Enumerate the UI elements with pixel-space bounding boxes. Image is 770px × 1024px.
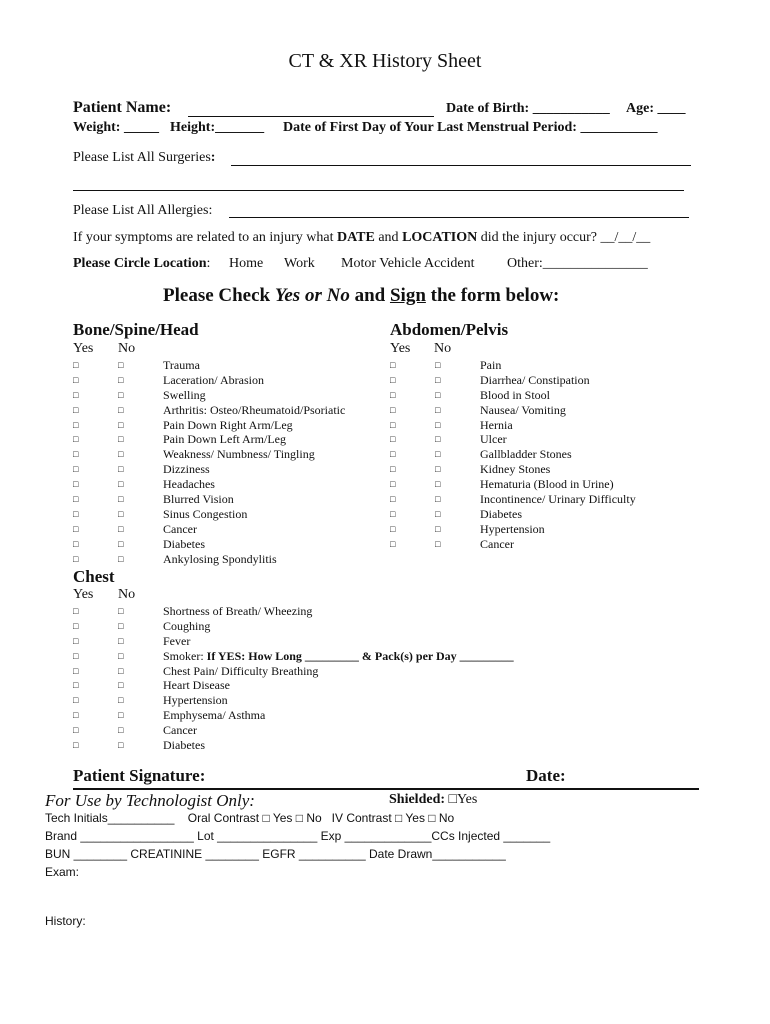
location-option-other[interactable]: Other:_______________ — [507, 256, 648, 271]
no-checkbox[interactable]: □ — [118, 419, 124, 430]
abdomen-item-label — [480, 537, 514, 552]
no-checkbox[interactable]: □ — [118, 360, 124, 370]
bone-item-text: Trauma — [163, 358, 200, 372]
bone-item-row — [73, 373, 373, 388]
bone-item-row — [73, 537, 373, 552]
no-checkbox[interactable]: □ — [118, 650, 124, 661]
check-heading-p3: the form below: — [425, 285, 560, 306]
circle-location-label — [73, 256, 210, 272]
no-checkbox[interactable]: □ — [435, 464, 441, 475]
chest-item-text: Fever — [163, 633, 191, 648]
no-checkbox[interactable]: □ — [435, 479, 441, 490]
bone-item-text: Weakness/ Numbness/ Tingling — [163, 447, 315, 462]
check-heading-yesno: Yes or No — [274, 285, 350, 306]
abdomen-item-text: Gallbladder Stones — [480, 447, 572, 462]
shielded-field — [389, 792, 477, 808]
no-checkbox[interactable]: □ — [435, 374, 441, 385]
no-checkbox[interactable]: □ — [435, 360, 441, 370]
abdomen-item-text: Cancer — [480, 536, 514, 551]
chest-item-label — [163, 604, 312, 619]
yes-checkbox[interactable]: □ — [390, 404, 396, 415]
no-checkbox[interactable]: □ — [118, 538, 124, 549]
no-checkbox[interactable]: □ — [435, 508, 441, 519]
bone-item-label — [163, 537, 205, 552]
tech-heading: For Use by Technologist Only: — [45, 791, 255, 810]
yes-checkbox[interactable]: □ — [73, 508, 79, 519]
yes-checkbox[interactable]: □ — [390, 479, 396, 490]
no-checkbox[interactable]: □ — [118, 695, 124, 706]
yes-checkbox[interactable]: □ — [73, 464, 79, 475]
no-checkbox[interactable]: □ — [118, 680, 124, 691]
abdomen-item-row — [390, 388, 690, 403]
yes-checkbox[interactable]: □ — [73, 404, 79, 415]
chest-item-label — [163, 693, 228, 708]
yes-checkbox[interactable]: □ — [390, 494, 396, 505]
chest-item-label — [163, 619, 210, 634]
chest-items-list — [73, 604, 573, 753]
abdomen-item-label — [480, 447, 572, 462]
abdomen-item-row — [390, 462, 690, 477]
yes-checkbox[interactable]: □ — [73, 360, 79, 370]
bone-item-row — [73, 403, 373, 418]
abdomen-item-label — [480, 418, 513, 433]
signature-line[interactable] — [73, 788, 699, 790]
no-checkbox[interactable]: □ — [118, 449, 124, 460]
dob-field[interactable]: Date of Birth: ___________ — [446, 101, 610, 116]
bone-item-row — [73, 358, 373, 373]
chest-item-row — [73, 604, 573, 619]
no-checkbox[interactable]: □ — [118, 434, 124, 445]
no-checkbox[interactable]: □ — [118, 665, 124, 676]
yes-checkbox[interactable]: □ — [73, 680, 79, 691]
injury-question — [73, 230, 650, 246]
abdomen-item-row — [390, 447, 690, 462]
abdomen-item-label — [480, 432, 507, 447]
yes-checkbox[interactable]: □ — [73, 389, 79, 400]
yes-checkbox[interactable]: □ — [73, 606, 79, 616]
bone-item-text: Cancer — [163, 521, 197, 536]
allergies-label: Please List All Allergies: — [73, 203, 213, 218]
no-checkbox[interactable]: □ — [118, 606, 124, 616]
yes-checkbox[interactable]: □ — [73, 740, 79, 751]
chest-item-text: Heart Disease — [163, 678, 230, 693]
bone-item-label — [163, 507, 247, 522]
bone-item-text: Swelling — [163, 387, 206, 402]
injury-q-date: DATE — [336, 230, 375, 245]
yes-checkbox[interactable]: □ — [73, 494, 79, 505]
weight-field[interactable]: Weight: _____ — [73, 120, 159, 135]
yes-checkbox[interactable]: □ — [73, 725, 79, 736]
chest-item-label — [163, 664, 318, 679]
abdomen-item-text: Diarrhea/ Constipation — [480, 372, 590, 387]
abdomen-item-text: Blood in Stool — [480, 387, 551, 402]
chest-item-text: Shortness of Breath/ Wheezing — [163, 604, 313, 618]
form-title: CT & XR History Sheet — [288, 50, 482, 72]
bone-item-text: Sinus Congestion — [163, 506, 248, 521]
no-checkbox[interactable]: □ — [118, 635, 124, 646]
chest-item-text: Smoker: — [163, 648, 207, 663]
abdomen-item-row — [390, 418, 690, 433]
check-heading — [163, 285, 559, 307]
no-checkbox[interactable]: □ — [118, 740, 124, 751]
yes-checkbox[interactable]: □ — [73, 449, 79, 460]
chest-item-text: Coughing — [163, 618, 211, 633]
abdomen-item-text: Ulcer — [480, 432, 507, 447]
bone-item-row — [73, 447, 373, 462]
surgeries-field-line2[interactable] — [73, 190, 684, 191]
abdomen-no-header: No — [434, 341, 452, 356]
bone-item-label — [163, 522, 197, 537]
abdomen-item-row — [390, 537, 690, 552]
check-heading-p1: Please Check — [163, 285, 275, 306]
bone-items-list — [73, 358, 373, 566]
yes-checkbox[interactable]: □ — [390, 360, 396, 370]
bone-yes-header: Yes — [73, 341, 94, 356]
no-checkbox[interactable]: □ — [118, 710, 124, 721]
chest-item-row — [73, 738, 573, 753]
bone-item-row — [73, 507, 373, 522]
chest-item-row — [73, 693, 573, 708]
no-checkbox[interactable]: □ — [435, 419, 441, 430]
abdomen-item-label — [480, 507, 522, 522]
no-checkbox[interactable]: □ — [118, 725, 124, 736]
chest-item-text: Hypertension — [163, 693, 228, 708]
no-checkbox[interactable]: □ — [435, 434, 441, 445]
exam-label: Exam: — [45, 865, 80, 879]
bone-item-row — [73, 388, 373, 403]
yes-checkbox[interactable]: □ — [390, 523, 396, 534]
chest-item-row — [73, 619, 573, 634]
no-checkbox[interactable]: □ — [118, 479, 124, 490]
chest-item-label — [163, 723, 197, 738]
chest-item-label — [163, 738, 205, 753]
abdomen-items-list — [390, 358, 690, 552]
chest-section-title: Chest — [73, 567, 115, 586]
yes-checkbox[interactable]: □ — [73, 710, 79, 721]
bone-item-row — [73, 418, 373, 433]
abdomen-item-label — [480, 373, 590, 388]
no-checkbox[interactable]: □ — [435, 523, 441, 534]
abdomen-item-row — [390, 477, 690, 492]
no-checkbox[interactable]: □ — [118, 404, 124, 415]
yes-checkbox[interactable]: □ — [73, 374, 79, 385]
no-checkbox[interactable]: □ — [118, 508, 124, 519]
chest-no-header: No — [118, 587, 136, 602]
chest-item-text: Emphysema/ Asthma — [163, 708, 266, 723]
yes-checkbox[interactable]: □ — [390, 419, 396, 430]
abdomen-item-text: Hematuria (Blood in Urine) — [480, 477, 614, 492]
patient-name-field[interactable] — [188, 116, 434, 117]
chest-item-label — [163, 634, 190, 649]
tech-line-labs[interactable]: BUN ________ CREATININE ________ EGFR __________ Date Drawn___________ — [45, 847, 506, 861]
abdomen-item-text: Pain — [480, 358, 502, 372]
signature-label: Patient Signature: — [73, 766, 206, 785]
height-field[interactable]: Height:_______ — [170, 120, 265, 135]
bone-item-text: Arthritis: Osteo/Rheumatoid/Psoriatic — [163, 402, 346, 417]
abdomen-item-text: Diabetes — [480, 506, 522, 521]
no-checkbox[interactable]: □ — [118, 523, 124, 534]
no-checkbox[interactable]: □ — [118, 464, 124, 475]
injury-q-and: and — [374, 230, 403, 245]
bone-item-row — [73, 477, 373, 492]
check-heading-sign: Sign — [389, 285, 426, 306]
age-field[interactable]: Age: ____ — [626, 101, 686, 116]
chest-item-row — [73, 649, 573, 664]
bone-item-row — [73, 522, 373, 537]
no-checkbox[interactable]: □ — [118, 553, 124, 564]
chest-item-row — [73, 708, 573, 723]
abdomen-item-label — [480, 462, 550, 477]
abdomen-item-text: Incontinence/ Urinary Difficulty — [480, 492, 636, 507]
injury-q-location: LOCATION — [402, 230, 478, 245]
yes-checkbox[interactable]: □ — [73, 523, 79, 534]
abdomen-item-row — [390, 358, 690, 373]
yes-checkbox[interactable]: □ — [73, 665, 79, 676]
circle-location-label-text: Please Circle Location — [73, 256, 207, 271]
abdomen-item-row — [390, 522, 690, 537]
no-checkbox[interactable]: □ — [118, 494, 124, 505]
yes-checkbox[interactable]: □ — [73, 419, 79, 430]
bone-item-label — [163, 477, 215, 492]
chest-yes-header: Yes — [73, 587, 94, 602]
bone-item-label — [163, 552, 277, 567]
yes-checkbox[interactable]: □ — [73, 434, 79, 445]
yes-checkbox[interactable]: □ — [73, 538, 79, 549]
abdomen-yes-header: Yes — [390, 341, 411, 356]
bone-item-text: Pain Down Right Arm/Leg — [163, 417, 293, 432]
abdomen-item-row — [390, 507, 690, 522]
abdomen-section-title: Abdomen/Pelvis — [390, 320, 509, 339]
yes-checkbox[interactable]: □ — [390, 434, 396, 445]
no-checkbox[interactable]: □ — [435, 389, 441, 400]
bone-item-text: Pain Down Left Arm/Leg — [163, 432, 286, 447]
abdomen-item-label — [480, 388, 550, 403]
bone-item-row — [73, 462, 373, 477]
bone-item-label — [163, 462, 210, 477]
shielded-label: Shielded: — [389, 792, 446, 807]
surgeries-label — [73, 150, 215, 166]
no-checkbox[interactable]: □ — [435, 538, 441, 549]
chest-item-label — [163, 649, 514, 664]
chest-item-text: Diabetes — [163, 738, 205, 753]
chest-item-row — [73, 664, 573, 679]
location-option-mva[interactable]: Motor Vehicle Accident — [341, 256, 475, 271]
no-checkbox[interactable]: □ — [118, 389, 124, 400]
surgeries-colon: : — [210, 150, 216, 165]
shielded-yes-checkbox[interactable]: □Yes — [448, 792, 478, 807]
yes-checkbox[interactable]: □ — [390, 374, 396, 385]
abdomen-item-label — [480, 477, 614, 492]
bone-item-label — [163, 358, 200, 373]
bone-item-text: Headaches — [163, 477, 215, 492]
surgeries-field[interactable] — [231, 165, 691, 166]
bone-item-text: Dizziness — [163, 462, 210, 477]
tech-line-initials[interactable]: Tech Initials__________ Oral Contrast □ Yes □ No IV Contrast □ Yes □ No — [45, 811, 455, 825]
abdomen-item-row — [390, 492, 690, 507]
allergies-field[interactable] — [229, 217, 689, 218]
injury-q-part2[interactable]: did the injury occur? __/__/__ — [477, 230, 651, 245]
no-checkbox[interactable]: □ — [118, 620, 124, 631]
bone-item-text: Laceration/ Abrasion — [163, 372, 264, 387]
abdomen-item-text: Kidney Stones — [480, 462, 551, 477]
signature-date-label: Date: — [526, 766, 566, 785]
chest-item-label — [163, 678, 230, 693]
bone-item-label — [163, 373, 264, 388]
yes-checkbox[interactable]: □ — [390, 464, 396, 475]
yes-checkbox[interactable]: □ — [390, 538, 396, 549]
check-heading-p2: and — [349, 285, 390, 306]
history-label: History: — [45, 914, 86, 928]
abdomen-item-label — [480, 522, 545, 537]
abdomen-item-row — [390, 373, 690, 388]
yes-checkbox[interactable]: □ — [390, 389, 396, 400]
no-checkbox[interactable]: □ — [118, 374, 124, 385]
chest-item-text: Chest Pain/ Difficulty Breathing — [163, 663, 319, 678]
no-checkbox[interactable]: □ — [435, 404, 441, 415]
chest-item-row — [73, 634, 573, 649]
bone-item-text: Diabetes — [163, 536, 205, 551]
abdomen-item-text: Hypertension — [480, 521, 545, 536]
bone-item-row — [73, 552, 373, 567]
chest-item-label — [163, 708, 265, 723]
surgeries-label-text: Please List All Surgeries — [73, 150, 211, 165]
yes-checkbox[interactable]: □ — [73, 695, 79, 706]
yes-checkbox[interactable]: □ — [73, 479, 79, 490]
yes-checkbox[interactable]: □ — [390, 449, 396, 460]
no-checkbox[interactable]: □ — [435, 494, 441, 505]
yes-checkbox[interactable]: □ — [390, 508, 396, 519]
abdomen-item-text: Hernia — [480, 417, 513, 432]
abdomen-item-row — [390, 432, 690, 447]
menstrual-date-field[interactable]: Date of First Day of Your Last Menstrual Period: ___________ — [283, 120, 658, 135]
circle-location-colon: : — [206, 256, 211, 271]
chest-item-row — [73, 678, 573, 693]
bone-item-label — [163, 388, 206, 403]
smoker-detail[interactable]: If YES: How Long _________ & Pack(s) per Day _________ — [206, 648, 514, 663]
bone-item-label — [163, 418, 293, 433]
bone-item-label — [163, 432, 286, 447]
abdomen-item-label — [480, 358, 501, 373]
patient-name-label: Patient Name: — [73, 99, 172, 116]
bone-section-title: Bone/Spine/Head — [73, 320, 199, 339]
abdomen-item-label — [480, 403, 566, 418]
tech-line-brand[interactable]: Brand _________________ Lot _______________ Exp _____________CCs Injected _______ — [45, 829, 551, 843]
no-checkbox[interactable]: □ — [435, 449, 441, 460]
location-option-home[interactable]: Home — [229, 256, 264, 271]
bone-item-label — [163, 447, 315, 462]
bone-item-row — [73, 432, 373, 447]
bone-item-text: Blurred Vision — [163, 492, 234, 507]
yes-checkbox[interactable]: □ — [73, 553, 79, 564]
bone-item-text: Ankylosing Spondylitis — [163, 551, 277, 566]
bone-item-label — [163, 492, 234, 507]
injury-q-part1: If your symptoms are related to an injury what — [73, 230, 337, 245]
bone-no-header: No — [118, 341, 136, 356]
abdomen-item-row — [390, 403, 690, 418]
abdomen-item-text: Nausea/ Vomiting — [480, 402, 566, 417]
chest-item-row — [73, 723, 573, 738]
bone-item-label — [163, 403, 345, 418]
yes-checkbox[interactable]: □ — [73, 620, 79, 631]
bone-item-row — [73, 492, 373, 507]
yes-checkbox[interactable]: □ — [73, 650, 79, 661]
abdomen-item-label — [480, 492, 636, 507]
location-option-work[interactable]: Work — [284, 256, 315, 271]
yes-checkbox[interactable]: □ — [73, 635, 79, 646]
chest-item-text: Cancer — [163, 723, 197, 738]
